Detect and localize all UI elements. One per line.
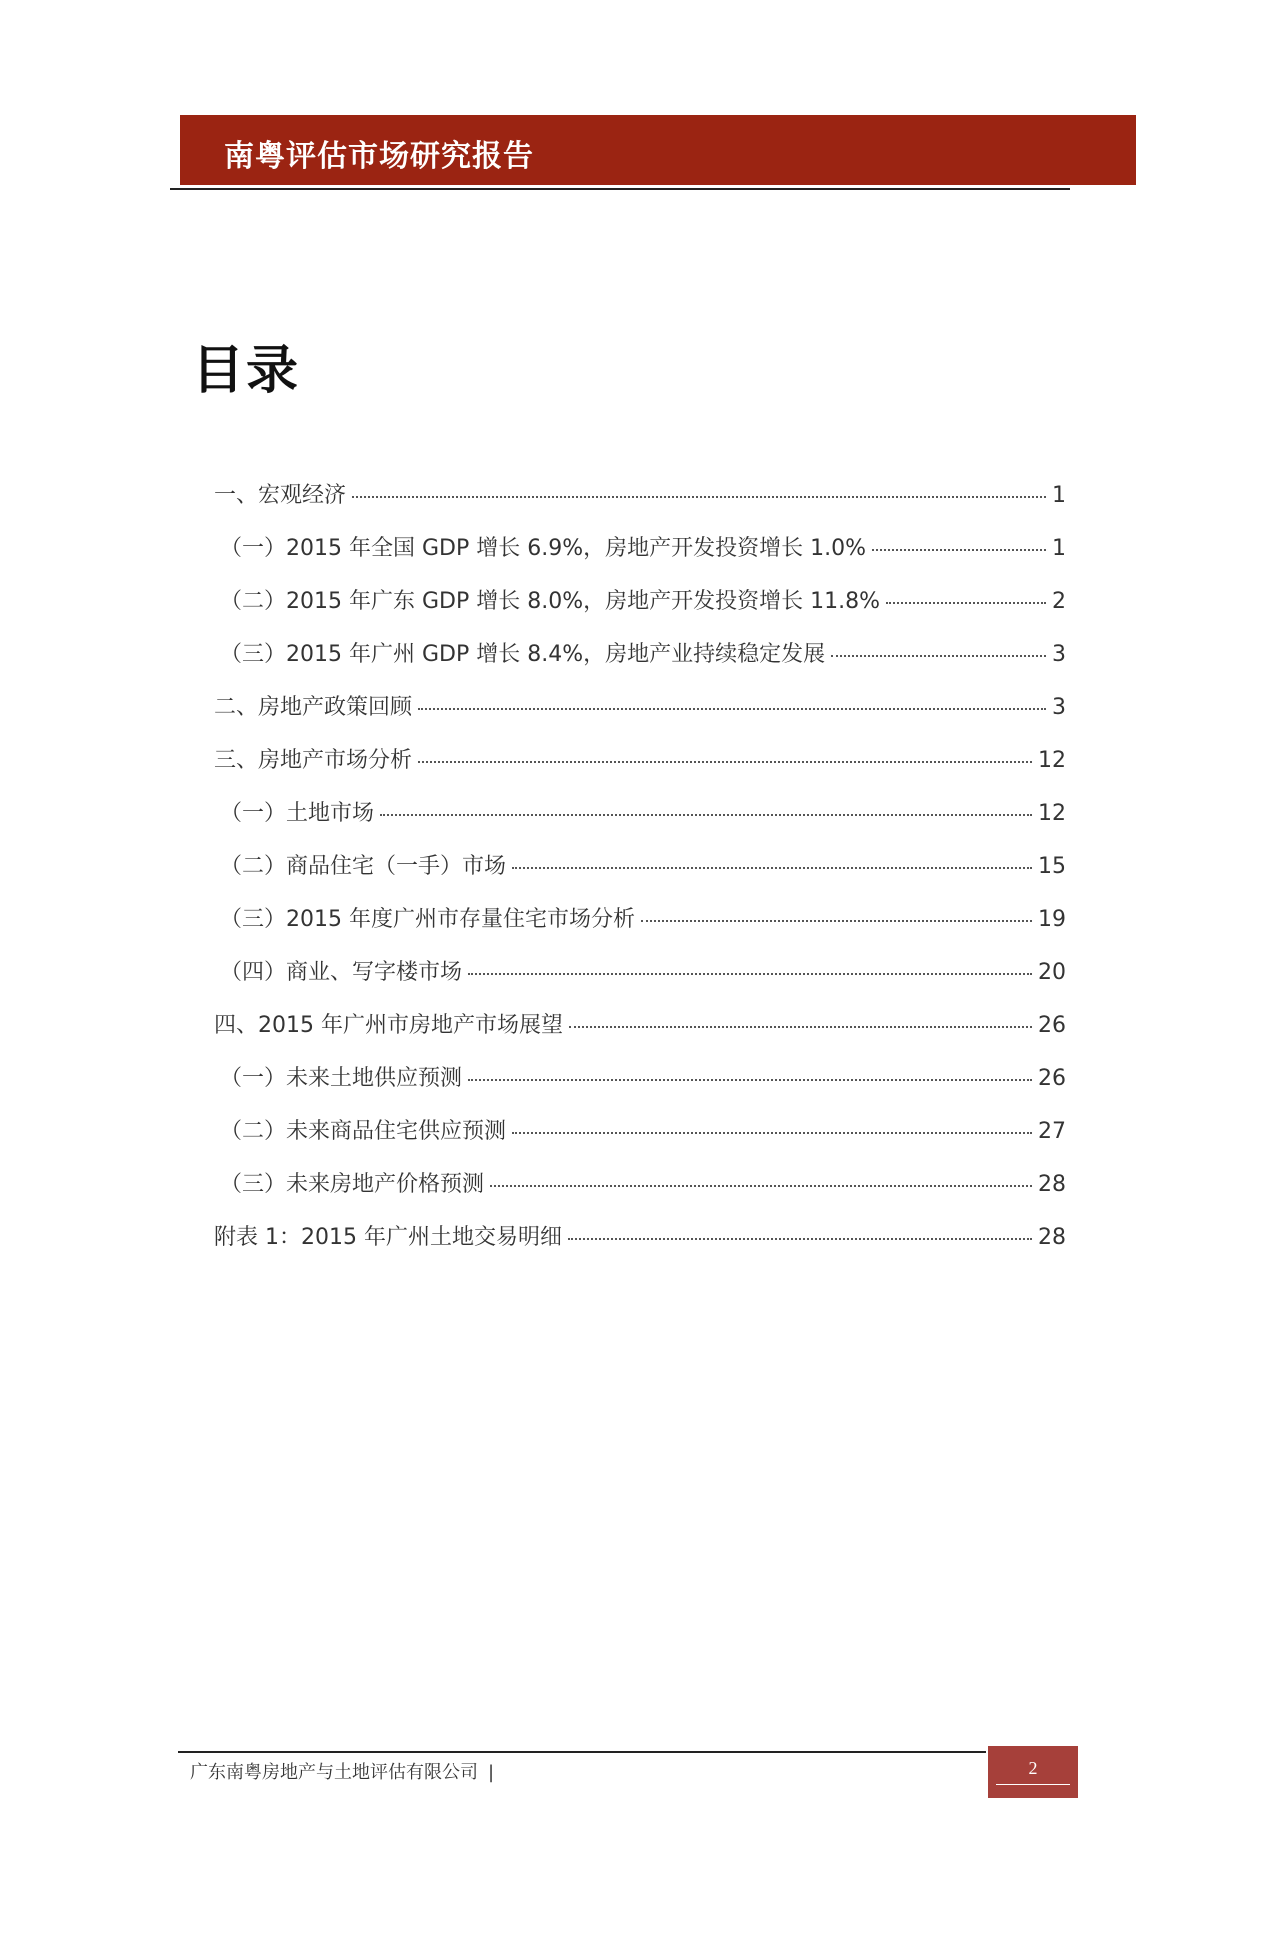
toc-entry-page[interactable]: 28 bbox=[1038, 1225, 1066, 1250]
toc-entry-page[interactable]: 1 bbox=[1052, 483, 1066, 508]
toc-entry[interactable] bbox=[214, 1008, 1066, 1061]
header-title: 南粤评估市场研究报告 bbox=[224, 139, 534, 174]
toc-entry-page[interactable]: 26 bbox=[1038, 1066, 1066, 1091]
toc-entry[interactable] bbox=[214, 1220, 1066, 1273]
toc-entry-label[interactable]: （一）土地市场 bbox=[220, 801, 375, 826]
table-of-contents bbox=[214, 478, 1066, 1273]
toc-entry-page[interactable]: 27 bbox=[1038, 1119, 1066, 1144]
footer-page-number: 2 bbox=[1028, 1758, 1038, 1778]
toc-entry-page[interactable]: 28 bbox=[1038, 1172, 1066, 1197]
toc-entry[interactable] bbox=[214, 584, 1066, 637]
toc-entry-label[interactable]: （四）商业、写字楼市场 bbox=[220, 960, 463, 985]
toc-entry[interactable] bbox=[214, 849, 1066, 902]
toc-dot-leader bbox=[468, 973, 1032, 975]
toc-dot-leader bbox=[468, 1079, 1032, 1081]
toc-entry-label[interactable]: （三）2015 年度广州市存量住宅市场分析 bbox=[220, 907, 635, 932]
toc-entry[interactable] bbox=[214, 690, 1066, 743]
toc-entry-label[interactable]: （一）2015 年全国 GDP 增长 6.9%，房地产开发投资增长 1.0% bbox=[220, 536, 866, 561]
toc-dot-leader bbox=[641, 920, 1032, 922]
toc-entry[interactable] bbox=[214, 743, 1066, 796]
toc-entry-label[interactable]: （二）未来商品住宅供应预测 bbox=[220, 1119, 507, 1144]
toc-entry-page[interactable]: 3 bbox=[1052, 642, 1066, 667]
toc-entry[interactable] bbox=[214, 902, 1066, 955]
toc-dot-leader bbox=[352, 496, 1046, 498]
footer-page-box bbox=[988, 1746, 1078, 1798]
toc-entry-page[interactable]: 2 bbox=[1052, 589, 1066, 614]
toc-dot-leader bbox=[872, 549, 1046, 551]
toc-dot-leader bbox=[418, 761, 1032, 763]
toc-dot-leader bbox=[490, 1185, 1032, 1187]
toc-dot-leader bbox=[886, 602, 1046, 604]
toc-entry[interactable] bbox=[214, 1167, 1066, 1220]
toc-dot-leader bbox=[568, 1238, 1032, 1240]
toc-entry-page[interactable]: 20 bbox=[1038, 960, 1066, 985]
toc-entry-label[interactable]: （一）未来土地供应预测 bbox=[220, 1066, 463, 1091]
toc-entry-page[interactable]: 12 bbox=[1038, 748, 1066, 773]
header-banner bbox=[180, 115, 1136, 185]
toc-entry-label[interactable]: 四、2015 年广州市房地产市场展望 bbox=[214, 1013, 563, 1038]
toc-entry[interactable] bbox=[214, 1114, 1066, 1167]
footer-page-underline bbox=[996, 1784, 1070, 1785]
toc-dot-leader bbox=[512, 867, 1032, 869]
toc-entry[interactable] bbox=[214, 478, 1066, 531]
toc-entry[interactable] bbox=[214, 531, 1066, 584]
toc-entry-page[interactable]: 1 bbox=[1052, 536, 1066, 561]
toc-entry-label[interactable]: （二）商品住宅（一手）市场 bbox=[220, 854, 507, 879]
header-divider bbox=[170, 188, 1070, 190]
page-title: 目录 bbox=[192, 341, 301, 401]
toc-entry-page[interactable]: 26 bbox=[1038, 1013, 1066, 1038]
toc-dot-leader bbox=[418, 708, 1046, 710]
toc-dot-leader bbox=[380, 814, 1032, 816]
toc-entry[interactable] bbox=[214, 1061, 1066, 1114]
footer-company: 广东南粤房地产与土地评估有限公司 bbox=[190, 1762, 478, 1783]
toc-entry-label[interactable]: （三）2015 年广州 GDP 增长 8.4%，房地产业持续稳定发展 bbox=[220, 642, 826, 667]
toc-entry-page[interactable]: 19 bbox=[1038, 907, 1066, 932]
toc-entry-page[interactable]: 3 bbox=[1052, 695, 1066, 720]
toc-entry[interactable] bbox=[214, 955, 1066, 1008]
toc-entry-label[interactable]: 三、房地产市场分析 bbox=[214, 748, 413, 773]
toc-entry-label[interactable]: 附表 1：2015 年广州土地交易明细 bbox=[214, 1225, 562, 1250]
toc-entry-label[interactable]: （二）2015 年广东 GDP 增长 8.0%，房地产开发投资增长 11.8% bbox=[220, 589, 880, 614]
toc-entry-label[interactable]: 二、房地产政策回顾 bbox=[214, 695, 413, 720]
footer-separator: | bbox=[488, 1762, 495, 1783]
toc-entry[interactable] bbox=[214, 796, 1066, 849]
toc-entry-label[interactable]: （三）未来房地产价格预测 bbox=[220, 1172, 485, 1197]
footer-divider bbox=[178, 1751, 986, 1753]
toc-dot-leader bbox=[512, 1132, 1032, 1134]
toc-entry-page[interactable]: 15 bbox=[1038, 854, 1066, 879]
toc-entry-label[interactable]: 一、宏观经济 bbox=[214, 483, 347, 508]
toc-entry[interactable] bbox=[214, 637, 1066, 690]
footer bbox=[190, 1758, 494, 1784]
toc-dot-leader bbox=[831, 655, 1046, 657]
toc-dot-leader bbox=[569, 1026, 1032, 1028]
toc-entry-page[interactable]: 12 bbox=[1038, 801, 1066, 826]
